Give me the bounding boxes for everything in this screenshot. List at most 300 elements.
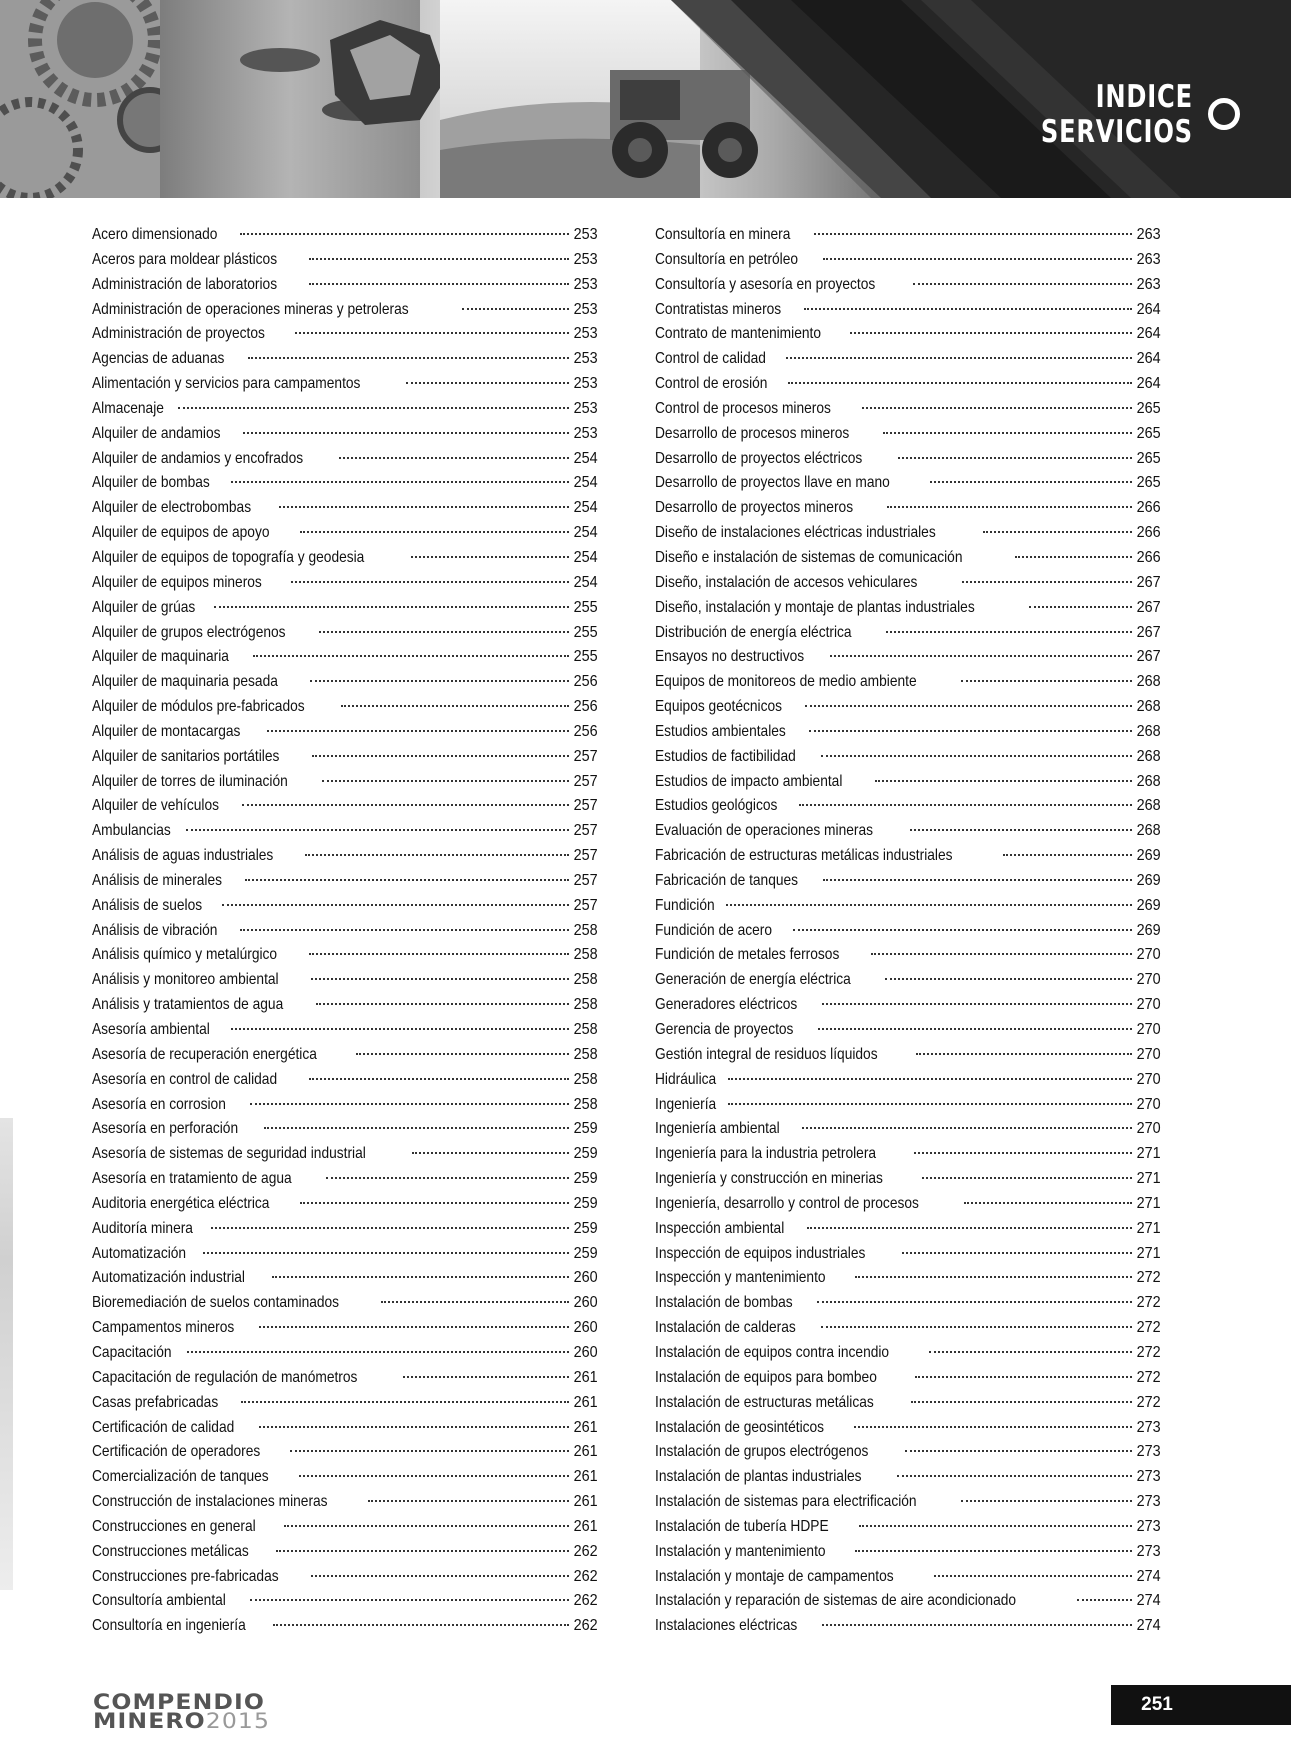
entry-label: Certificación de calidad xyxy=(92,1418,235,1436)
dot-leader xyxy=(830,655,1132,657)
entry-page-number: 265 xyxy=(1136,474,1161,492)
dot-leader xyxy=(248,357,569,359)
index-entry xyxy=(655,648,1161,673)
index-entry xyxy=(92,673,598,698)
index-entry xyxy=(655,922,1161,947)
dot-leader xyxy=(728,1078,1132,1080)
index-entry xyxy=(655,1021,1161,1046)
dot-leader xyxy=(300,1202,569,1204)
dot-leader xyxy=(240,233,569,235)
circle-icon xyxy=(1208,98,1240,130)
index-entry xyxy=(92,996,598,1021)
entry-page-number: 268 xyxy=(1136,822,1161,840)
brand-line-2 xyxy=(93,1709,271,1733)
entry-page-number: 262 xyxy=(573,1567,598,1585)
entry-label: Auditoria energética eléctrica xyxy=(92,1194,270,1212)
index-entry xyxy=(655,822,1161,847)
entry-page-number: 261 xyxy=(573,1493,598,1511)
index-column-left xyxy=(92,226,598,1642)
entry-page-number: 270 xyxy=(1136,1045,1161,1063)
entry-page-number: 253 xyxy=(573,275,598,293)
entry-page-number: 262 xyxy=(573,1617,598,1635)
entry-label: Hidráulica xyxy=(655,1070,717,1088)
entry-page-number: 273 xyxy=(1136,1542,1161,1560)
entry-page-number: 272 xyxy=(1136,1294,1161,1312)
entry-page-number: 259 xyxy=(573,1219,598,1237)
index-entry xyxy=(92,648,598,673)
entry-label: Administración de operaciones mineras y petroleras xyxy=(92,300,409,318)
entry-page-number: 257 xyxy=(573,822,598,840)
index-entry xyxy=(92,325,598,350)
dot-leader xyxy=(910,829,1132,831)
index-entry xyxy=(92,1120,598,1145)
dot-leader xyxy=(821,1326,1133,1328)
dot-leader xyxy=(240,929,569,931)
dot-leader xyxy=(245,879,569,881)
entry-page-number: 256 xyxy=(573,722,598,740)
index-entry xyxy=(92,1021,598,1046)
entry-page-number: 255 xyxy=(573,623,598,641)
dot-leader xyxy=(821,755,1133,757)
entry-page-number: 267 xyxy=(1136,623,1161,641)
dot-leader xyxy=(291,581,569,583)
index-entry xyxy=(92,1568,598,1593)
entry-page-number: 261 xyxy=(573,1517,598,1535)
entry-label: Instalación de estructuras metálicas xyxy=(655,1393,874,1411)
entry-page-number: 264 xyxy=(1136,375,1161,393)
index-entry xyxy=(655,1170,1161,1195)
entry-label: Inspección ambiental xyxy=(655,1219,785,1237)
entry-label: Control de erosión xyxy=(655,375,768,393)
entry-page-number: 258 xyxy=(573,921,598,939)
dot-leader xyxy=(341,705,569,707)
entry-page-number: 273 xyxy=(1136,1468,1161,1486)
entry-label: Equipos de monitoreos de medio ambiente xyxy=(655,673,917,691)
entry-page-number: 270 xyxy=(1136,1070,1161,1088)
index-entry xyxy=(92,251,598,276)
dot-leader xyxy=(793,929,1132,931)
index-entry xyxy=(655,1592,1161,1617)
entry-page-number: 253 xyxy=(573,325,598,343)
dot-leader xyxy=(214,606,569,608)
index-entry xyxy=(655,499,1161,524)
index-entry xyxy=(655,1269,1161,1294)
dot-leader xyxy=(272,1276,569,1278)
entry-page-number: 272 xyxy=(1136,1393,1161,1411)
page-number-box xyxy=(1111,1685,1291,1725)
index-entry xyxy=(655,1543,1161,1568)
entry-page-number: 268 xyxy=(1136,747,1161,765)
brand-year: 2015 xyxy=(205,1709,271,1733)
dot-leader xyxy=(381,1301,569,1303)
index-entry xyxy=(92,1220,598,1245)
entry-page-number: 253 xyxy=(573,226,598,243)
entry-page-number: 268 xyxy=(1136,673,1161,691)
dot-leader xyxy=(799,804,1132,806)
entry-page-number: 261 xyxy=(573,1443,598,1461)
entry-label: Consultoría en minera xyxy=(655,226,791,243)
dot-leader xyxy=(788,382,1133,384)
index-entry xyxy=(92,450,598,475)
dot-leader xyxy=(802,1127,1132,1129)
entry-page-number: 255 xyxy=(573,598,598,616)
entry-page-number: 263 xyxy=(1136,226,1161,243)
entry-label: Instalación de calderas xyxy=(655,1319,796,1337)
entry-label: Aceros para moldear plásticos xyxy=(92,250,278,268)
index-entry xyxy=(655,673,1161,698)
dot-leader xyxy=(871,953,1132,955)
entry-page-number: 274 xyxy=(1136,1567,1161,1585)
entry-page-number: 258 xyxy=(573,971,598,989)
index-entry xyxy=(655,1419,1161,1444)
dot-leader xyxy=(299,1475,569,1477)
entry-label: Ingeniería para la industria petrolera xyxy=(655,1145,877,1163)
entry-label: Alquiler de andamios y encofrados xyxy=(92,449,304,467)
header-banner xyxy=(0,0,1291,198)
entry-page-number: 270 xyxy=(1136,996,1161,1014)
dot-leader xyxy=(862,407,1133,409)
entry-label: Administración de proyectos xyxy=(92,325,265,343)
entry-label: Alquiler de equipos de topografía y geodesia xyxy=(92,548,365,566)
page-number: 251 xyxy=(1141,1694,1173,1715)
dot-leader xyxy=(911,1401,1132,1403)
index-entry xyxy=(92,226,598,251)
entry-label: Instalación de equipos para bombeo xyxy=(655,1368,877,1386)
index-entry xyxy=(655,226,1161,251)
entry-label: Alquiler de maquinaria pesada xyxy=(92,673,278,691)
index-entry xyxy=(92,773,598,798)
index-entry xyxy=(92,1543,598,1568)
entry-page-number: 260 xyxy=(573,1343,598,1361)
entry-label: Desarrollo de procesos mineros xyxy=(655,424,850,442)
entry-page-number: 266 xyxy=(1136,499,1161,517)
dot-leader xyxy=(222,904,569,906)
index-entry xyxy=(92,549,598,574)
entry-label: Fundición de acero xyxy=(655,921,773,939)
entry-page-number: 273 xyxy=(1136,1517,1161,1535)
entry-label: Instalación de tubería HDPE xyxy=(655,1517,829,1535)
index-entry xyxy=(92,425,598,450)
index-entry xyxy=(655,251,1161,276)
index-entry xyxy=(655,1046,1161,1071)
entry-label: Capacitación de regulación de manómetros xyxy=(92,1368,358,1386)
entry-label: Estudios ambientales xyxy=(655,722,786,740)
entry-page-number: 262 xyxy=(573,1592,598,1610)
index-entry xyxy=(655,1443,1161,1468)
index-entry xyxy=(92,499,598,524)
index-entry xyxy=(92,599,598,624)
index-entry xyxy=(655,1568,1161,1593)
dot-leader xyxy=(809,730,1132,732)
dot-leader xyxy=(259,1426,569,1428)
entry-label: Consultoría en petróleo xyxy=(655,250,799,268)
entry-label: Asesoría en tratamiento de agua xyxy=(92,1170,292,1188)
brand-name: MINERO xyxy=(93,1709,206,1733)
entry-page-number: 259 xyxy=(573,1244,598,1262)
title-line-1: INDICE xyxy=(1095,79,1193,115)
entry-label: Instalación de equipos contra incendio xyxy=(655,1343,890,1361)
entry-label: Instalación y montaje de campamentos xyxy=(655,1567,894,1585)
entry-label: Construcción de instalaciones mineras xyxy=(92,1493,328,1511)
entry-page-number: 270 xyxy=(1136,946,1161,964)
entry-label: Análisis y tratamientos de agua xyxy=(92,996,284,1014)
entry-label: Capacitación xyxy=(92,1343,172,1361)
dot-leader xyxy=(930,481,1132,483)
dot-leader xyxy=(309,1078,569,1080)
entry-label: Certificación de operadores xyxy=(92,1443,261,1461)
dot-leader xyxy=(322,780,570,782)
entry-page-number: 270 xyxy=(1136,971,1161,989)
entry-label: Ingeniería xyxy=(655,1095,717,1113)
entry-page-number: 259 xyxy=(573,1145,598,1163)
entry-label: Consultoría ambiental xyxy=(92,1592,226,1610)
index-entry xyxy=(655,1120,1161,1145)
index-entry xyxy=(655,971,1161,996)
title-line-2: SERVICIOS xyxy=(1040,114,1193,150)
dot-leader xyxy=(310,680,569,682)
dot-leader xyxy=(905,1450,1132,1452)
index-entry xyxy=(92,872,598,897)
section-title xyxy=(1041,80,1193,150)
dot-leader xyxy=(817,1301,1132,1303)
entry-page-number: 270 xyxy=(1136,1120,1161,1138)
entry-label: Ingeniería y construcción en minerias xyxy=(655,1170,883,1188)
entry-label: Auditoría minera xyxy=(92,1219,193,1237)
index-entry xyxy=(655,276,1161,301)
entry-page-number: 265 xyxy=(1136,399,1161,417)
entry-label: Ingeniería ambiental xyxy=(655,1120,780,1138)
index-entry xyxy=(92,1592,598,1617)
dot-leader xyxy=(186,829,570,831)
entry-label: Construcciones metálicas xyxy=(92,1542,249,1560)
index-entry xyxy=(655,872,1161,897)
brand-logo xyxy=(93,1690,271,1733)
entry-label: Alquiler de equipos mineros xyxy=(92,573,262,591)
entry-label: Contrato de mantenimiento xyxy=(655,325,821,343)
index-entry xyxy=(92,1493,598,1518)
index-entry xyxy=(655,1195,1161,1220)
entry-label: Diseño e instalación de sistemas de comunicación xyxy=(655,548,963,566)
entry-page-number: 257 xyxy=(573,747,598,765)
index-entry xyxy=(92,1195,598,1220)
index-entry xyxy=(655,524,1161,549)
entry-label: Asesoría en control de calidad xyxy=(92,1070,278,1088)
dot-leader xyxy=(412,1152,569,1154)
entry-page-number: 262 xyxy=(573,1542,598,1560)
dot-leader xyxy=(276,1550,569,1552)
dot-leader xyxy=(250,1103,570,1105)
index-entry xyxy=(655,1344,1161,1369)
entry-label: Desarrollo de proyectos llave en mano xyxy=(655,474,890,492)
entry-page-number: 253 xyxy=(573,424,598,442)
entry-label: Análisis de minerales xyxy=(92,871,223,889)
entry-label: Asesoría en corrosion xyxy=(92,1095,226,1113)
index-entry xyxy=(655,797,1161,822)
index-entry xyxy=(92,897,598,922)
entry-page-number: 258 xyxy=(573,1021,598,1038)
entry-label: Alquiler de torres de iluminación xyxy=(92,772,288,790)
index-entry xyxy=(655,1071,1161,1096)
index-entry xyxy=(655,1468,1161,1493)
dot-leader xyxy=(250,1599,570,1601)
dot-leader xyxy=(850,332,1132,334)
entry-label: Comercialización de tanques xyxy=(92,1468,269,1486)
index-entry xyxy=(92,574,598,599)
entry-page-number: 265 xyxy=(1136,449,1161,467)
entry-label: Alquiler de montacargas xyxy=(92,722,241,740)
index-entry xyxy=(92,723,598,748)
entry-label: Agencias de aduanas xyxy=(92,350,225,368)
entry-page-number: 261 xyxy=(573,1368,598,1386)
entry-page-number: 269 xyxy=(1136,896,1161,914)
dot-leader xyxy=(300,531,569,533)
dot-leader xyxy=(983,531,1132,533)
index-entry xyxy=(655,897,1161,922)
index-entry xyxy=(655,1145,1161,1170)
entry-label: Instalación de grupos electrógenos xyxy=(655,1443,869,1461)
dot-leader xyxy=(311,978,569,980)
entry-page-number: 263 xyxy=(1136,250,1161,268)
entry-page-number: 258 xyxy=(573,1070,598,1088)
dot-leader xyxy=(264,1127,569,1129)
dot-leader xyxy=(273,1624,570,1626)
entry-page-number: 267 xyxy=(1136,648,1161,666)
dot-leader xyxy=(295,332,569,334)
dot-leader xyxy=(883,432,1132,434)
index-entry xyxy=(92,1344,598,1369)
entry-page-number: 256 xyxy=(573,673,598,691)
entry-label: Instalación de sistemas para electrificación xyxy=(655,1493,917,1511)
entry-label: Ingeniería, desarrollo y control de procesos xyxy=(655,1194,919,1212)
dot-leader xyxy=(1015,556,1133,558)
index-entry xyxy=(92,946,598,971)
dot-leader xyxy=(823,879,1132,881)
entry-label: Alquiler de grúas xyxy=(92,598,196,616)
entry-label: Instalación de plantas industriales xyxy=(655,1468,862,1486)
dot-leader xyxy=(259,1326,569,1328)
dot-leader xyxy=(915,1376,1132,1378)
entry-page-number: 260 xyxy=(573,1269,598,1287)
brand-line-1: COMPENDIO xyxy=(93,1690,266,1714)
index-entry xyxy=(655,996,1161,1021)
entry-page-number: 267 xyxy=(1136,598,1161,616)
entry-page-number: 253 xyxy=(573,375,598,393)
entry-label: Instalación de bombas xyxy=(655,1294,793,1312)
entry-label: Administración de laboratorios xyxy=(92,275,278,293)
index-entry xyxy=(92,1518,598,1543)
entry-label: Instalación y reparación de sistemas de aire acondicionado xyxy=(655,1592,1017,1610)
entry-page-number: 254 xyxy=(573,524,598,542)
entry-label: Inspección de equipos industriales xyxy=(655,1244,866,1262)
index-entry xyxy=(92,1394,598,1419)
entry-page-number: 273 xyxy=(1136,1493,1161,1511)
index-entry xyxy=(92,375,598,400)
entry-page-number: 254 xyxy=(573,499,598,517)
entry-label: Inspección y mantenimiento xyxy=(655,1269,826,1287)
index-entry xyxy=(655,400,1161,425)
entry-label: Equipos geotécnicos xyxy=(655,698,782,716)
entry-page-number: 255 xyxy=(573,648,598,666)
dot-leader xyxy=(913,283,1132,285)
index-entry xyxy=(92,1319,598,1344)
dot-leader xyxy=(241,1401,570,1403)
entry-label: Alquiler de sanitarios portátiles xyxy=(92,747,280,765)
side-tab-marker xyxy=(0,1118,13,1590)
entry-label: Casas prefabricadas xyxy=(92,1393,219,1411)
dot-leader xyxy=(885,978,1133,980)
index-entry xyxy=(655,624,1161,649)
entry-label: Desarrollo de proyectos mineros xyxy=(655,499,854,517)
dot-leader xyxy=(961,1500,1132,1502)
dot-leader xyxy=(887,506,1132,508)
entry-label: Instalación de geosintéticos xyxy=(655,1418,825,1436)
entry-page-number: 254 xyxy=(573,449,598,467)
dot-leader xyxy=(822,1003,1132,1005)
index-entry xyxy=(92,276,598,301)
dot-leader xyxy=(859,1525,1132,1527)
dot-leader xyxy=(1003,854,1132,856)
dot-leader xyxy=(818,1028,1132,1030)
entry-page-number: 257 xyxy=(573,871,598,889)
entry-label: Alquiler de vehículos xyxy=(92,797,219,815)
entry-page-number: 271 xyxy=(1136,1170,1161,1188)
entry-label: Alquiler de electrobombas xyxy=(92,499,252,517)
entry-page-number: 261 xyxy=(573,1418,598,1436)
entry-page-number: 269 xyxy=(1136,921,1161,939)
entry-label: Alquiler de bombas xyxy=(92,474,210,492)
index-entry xyxy=(655,301,1161,326)
index-entry xyxy=(655,325,1161,350)
dot-leader xyxy=(319,631,569,633)
index-entry xyxy=(655,574,1161,599)
entry-page-number: 264 xyxy=(1136,300,1161,318)
entry-label: Control de calidad xyxy=(655,350,766,368)
index-entry xyxy=(92,1145,598,1170)
entry-page-number: 257 xyxy=(573,797,598,815)
index-entry xyxy=(655,1245,1161,1270)
entry-label: Desarrollo de proyectos eléctricos xyxy=(655,449,863,467)
entry-page-number: 273 xyxy=(1136,1418,1161,1436)
dot-leader xyxy=(203,1252,569,1254)
index-entry xyxy=(655,549,1161,574)
entry-page-number: 253 xyxy=(573,350,598,368)
entry-label: Asesoría de recuperación energética xyxy=(92,1045,317,1063)
index-entry xyxy=(655,1220,1161,1245)
entry-label: Control de procesos mineros xyxy=(655,399,831,417)
entry-label: Asesoría en perforación xyxy=(92,1120,239,1138)
index-entry xyxy=(655,1518,1161,1543)
entry-label: Gestión integral de residuos líquidos xyxy=(655,1045,878,1063)
dot-leader xyxy=(916,1053,1132,1055)
entry-label: Alquiler de maquinaria xyxy=(92,648,229,666)
entry-label: Construcciones en general xyxy=(92,1517,256,1535)
dot-leader xyxy=(406,382,569,384)
dot-leader xyxy=(964,1202,1132,1204)
index-entry xyxy=(655,847,1161,872)
dot-leader xyxy=(728,1103,1132,1105)
entry-label: Distribución de energía eléctrica xyxy=(655,623,852,641)
index-entry xyxy=(92,971,598,996)
index-entry xyxy=(92,847,598,872)
dot-leader xyxy=(922,1177,1132,1179)
index-entry xyxy=(655,1617,1161,1642)
entry-label: Análisis y monitoreo ambiental xyxy=(92,971,279,989)
index-entry xyxy=(655,1369,1161,1394)
entry-label: Análisis de aguas industriales xyxy=(92,847,274,865)
index-entry xyxy=(655,450,1161,475)
entry-page-number: 271 xyxy=(1136,1219,1161,1237)
dot-leader xyxy=(961,680,1132,682)
